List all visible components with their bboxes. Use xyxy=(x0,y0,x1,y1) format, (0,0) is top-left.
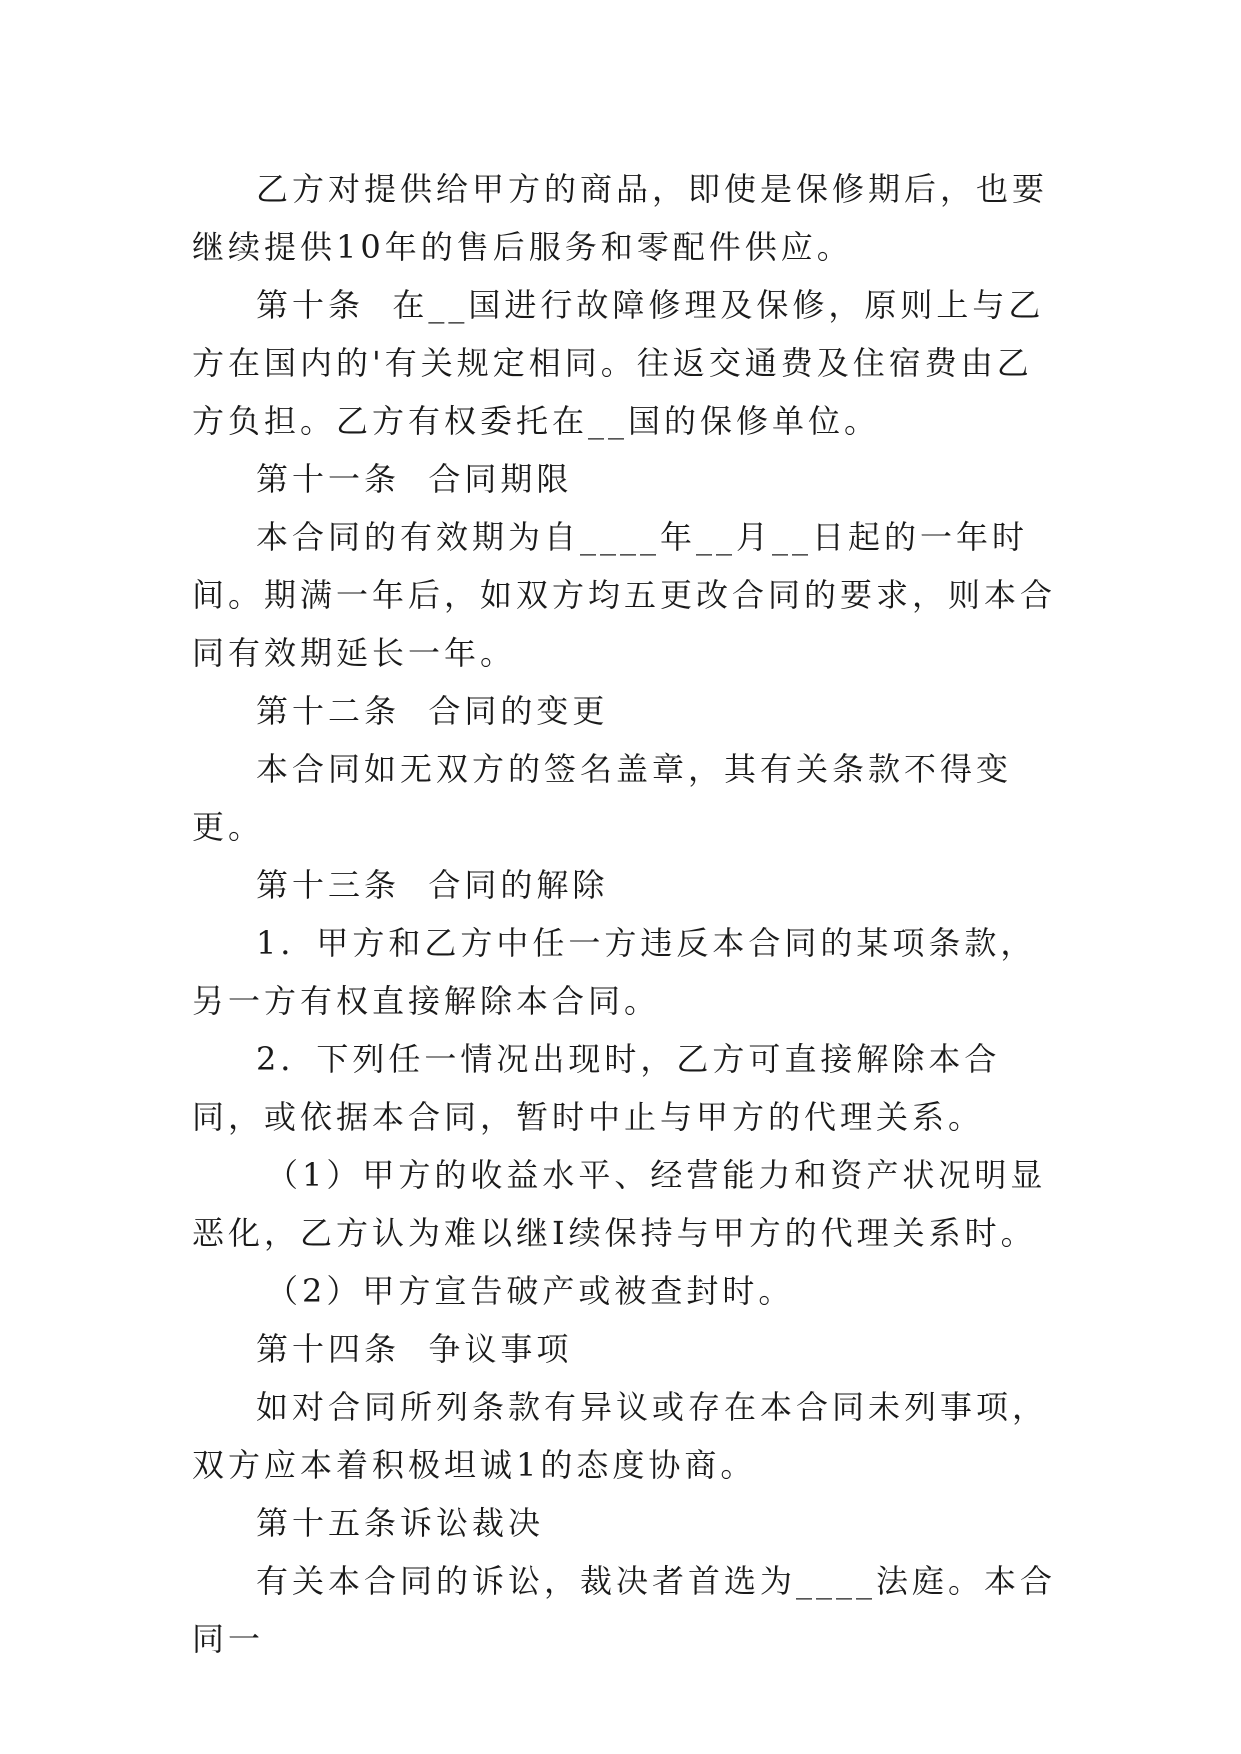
heading-article-11: 第十一条 合同期限 xyxy=(256,460,573,498)
heading-article-15: 第十五条诉讼裁决 xyxy=(256,1504,545,1542)
heading-article-13: 第十三条 合同的解除 xyxy=(256,866,609,904)
paragraph-article-10: 第十条 在__国进行故障修理及保修，原则上与乙方在国内的'有关规定相同。往返交通费及住宿费由乙方负担。乙方有权委托在__国的保修单位。 xyxy=(192,286,1045,440)
paragraph-termination-item-1: （1）甲方的收益水平、经营能力和资产状况明显恶化，乙方认为难以继I续保持与甲方的代理关系时。 xyxy=(192,1156,1047,1252)
paragraph-litigation: 有关本合同的诉讼，裁决者首选为____法庭。本合同一 xyxy=(192,1562,1057,1658)
paragraph-termination-2: 2．下列任一情况出现时，乙方可直接解除本合同，或依据本合同，暂时中止与甲方的代理关系。 xyxy=(192,1040,1001,1136)
paragraph-termination-item-2: （2）甲方宣告破产或被查封时。 xyxy=(266,1272,795,1310)
paragraph-contract-change: 本合同如无双方的签名盖章，其有关条款不得变更。 xyxy=(192,750,1013,846)
paragraph-contract-term: 本合同的有效期为自____年__月__日起的一年时间。期满一年后，如双方均五更改合同的要求，则本合同有效期延长一年。 xyxy=(192,518,1057,672)
paragraph-disputes: 如对合同所列条款有异议或存在本合同未列事项，双方应本着积极坦诚1的态度协商。 xyxy=(192,1388,1049,1484)
paragraph-after-sales-service: 乙方对提供给甲方的商品，即使是保修期后，也要继续提供10年的售后服务和零配件供应。 xyxy=(192,170,1049,266)
document-body xyxy=(192,160,1064,1668)
heading-article-12: 第十二条 合同的变更 xyxy=(256,692,609,730)
paragraph-termination-1: 1．甲方和乙方中任一方违反本合同的某项条款，另一方有权直接解除本合同。 xyxy=(192,924,1037,1020)
heading-article-14: 第十四条 争议事项 xyxy=(256,1330,573,1368)
